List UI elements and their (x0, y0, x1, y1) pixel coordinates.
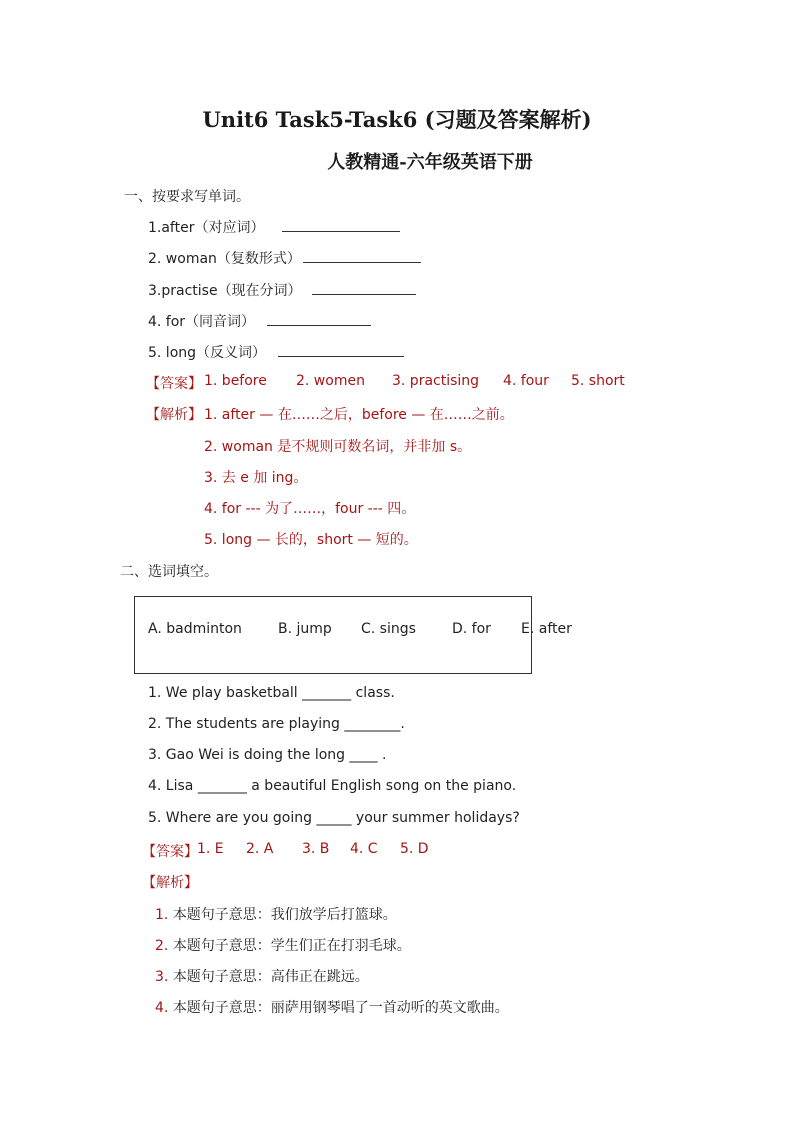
answer-5: 5. short (571, 373, 625, 389)
section1-item-1 (148, 217, 400, 237)
section1-item-5 (148, 342, 404, 362)
word-option-c: C. sings (361, 621, 416, 637)
section1-heading: 一、按要求写单词。 (124, 189, 250, 205)
section1-answer-row (146, 373, 202, 393)
answer-blank[interactable] (267, 313, 371, 326)
answer-2: 2. women (296, 373, 365, 389)
analysis-line-1: 1. after — 在……之后，before — 在……之前。 (204, 407, 514, 423)
question-2-tail: . (400, 716, 405, 732)
s2-answer-4: 4. C (350, 841, 378, 857)
s2-answer-2: 2. A (246, 841, 274, 857)
question-4 (148, 778, 516, 794)
answer-blank[interactable] (312, 282, 416, 295)
page-title: Unit6 Task5-Task6 (习题及答案解析) (202, 107, 592, 132)
section2-analysis-tag: 【解析】 (142, 875, 198, 891)
s2-analysis-num: 2. (155, 938, 169, 954)
answer-4: 4. four (503, 373, 549, 389)
analysis-line-3: 3. 去 e 加 ing。 (204, 470, 308, 486)
word-option-d: D. for (452, 621, 491, 637)
answer-1: 1. before (204, 373, 267, 389)
question-2-text: 2. The students are playing (148, 716, 340, 732)
section1-item-2-text: 2. woman（复数形式） (148, 251, 301, 267)
s2-answer-5: 5. D (400, 841, 429, 857)
section1-item-3-text: 3.practise（现在分词） (148, 283, 302, 299)
question-1-tail: class. (351, 685, 395, 701)
analysis-tag: 【解析】 (146, 407, 202, 423)
answer-blank[interactable]: _____ (316, 810, 352, 826)
s2-answer-1: 1. E (197, 841, 224, 857)
analysis-line-5: 5. long — 长的，short — 短的。 (204, 532, 418, 548)
question-3 (148, 747, 386, 763)
answer-blank[interactable] (278, 344, 404, 357)
question-1 (148, 685, 395, 701)
section1-item-2 (148, 248, 421, 268)
question-5-tail: your summer holidays? (351, 810, 520, 826)
section2-answer-tag: 【答案】 (142, 844, 198, 860)
analysis-line-4: 4. for --- 为了……，four --- 四。 (204, 501, 416, 517)
word-option-a: A. badminton (148, 621, 242, 637)
page-subtitle: 人教精通-六年级英语下册 (327, 152, 533, 173)
answer-blank[interactable]: ________ (344, 716, 401, 732)
section2-heading: 二、选词填空。 (120, 564, 218, 580)
s2-analysis-text: 本题句子意思：高伟正在跳远。 (172, 969, 369, 985)
s2-analysis-num: 1. (155, 907, 169, 923)
question-4-tail: a beautiful English song on the piano. (246, 778, 517, 794)
s2-answer-3: 3. B (302, 841, 330, 857)
question-3-text: 3. Gao Wei is doing the long (148, 747, 346, 763)
question-1-text: 1. We play basketball (148, 685, 298, 701)
word-option-b: B. jump (278, 621, 332, 637)
answer-blank[interactable]: _______ (197, 778, 247, 794)
s2-analysis-line-1 (155, 904, 397, 924)
section1-item-5-text: 5. long（反义词） (148, 345, 267, 361)
answer-blank[interactable]: _______ (302, 685, 352, 701)
s2-analysis-line-3 (155, 966, 369, 986)
section1-item-4 (148, 311, 371, 331)
answer-3: 3. practising (392, 373, 480, 389)
question-2 (148, 716, 405, 732)
answer-blank[interactable] (303, 250, 421, 263)
s2-analysis-text: 本题句子意思：我们放学后打篮球。 (172, 907, 397, 923)
s2-analysis-num: 4. (155, 1000, 169, 1016)
question-4-text: 4. Lisa (148, 778, 194, 794)
s2-analysis-text: 本题句子意思：丽萨用钢琴唱了一首动听的英文歌曲。 (172, 1000, 509, 1016)
question-5 (148, 810, 520, 826)
s2-analysis-line-2 (155, 935, 411, 955)
answer-tag: 【答案】 (146, 376, 202, 392)
s2-analysis-text: 本题句子意思：学生们正在打羽毛球。 (172, 938, 411, 954)
question-5-text: 5. Where are you going (148, 810, 313, 826)
section1-item-4-text: 4. for（同音词） (148, 314, 256, 330)
question-3-tail: . (377, 747, 387, 763)
word-option-e: E. after (521, 621, 572, 637)
answer-blank[interactable] (282, 219, 400, 232)
answer-blank[interactable]: ____ (349, 747, 378, 763)
analysis-line-2: 2. woman 是不规则可数名词，并非加 s。 (204, 439, 472, 455)
s2-analysis-line-4 (155, 997, 509, 1017)
s2-analysis-num: 3. (155, 969, 169, 985)
section1-item-1-text: 1.after（对应词） (148, 220, 265, 236)
section1-item-3 (148, 280, 416, 300)
